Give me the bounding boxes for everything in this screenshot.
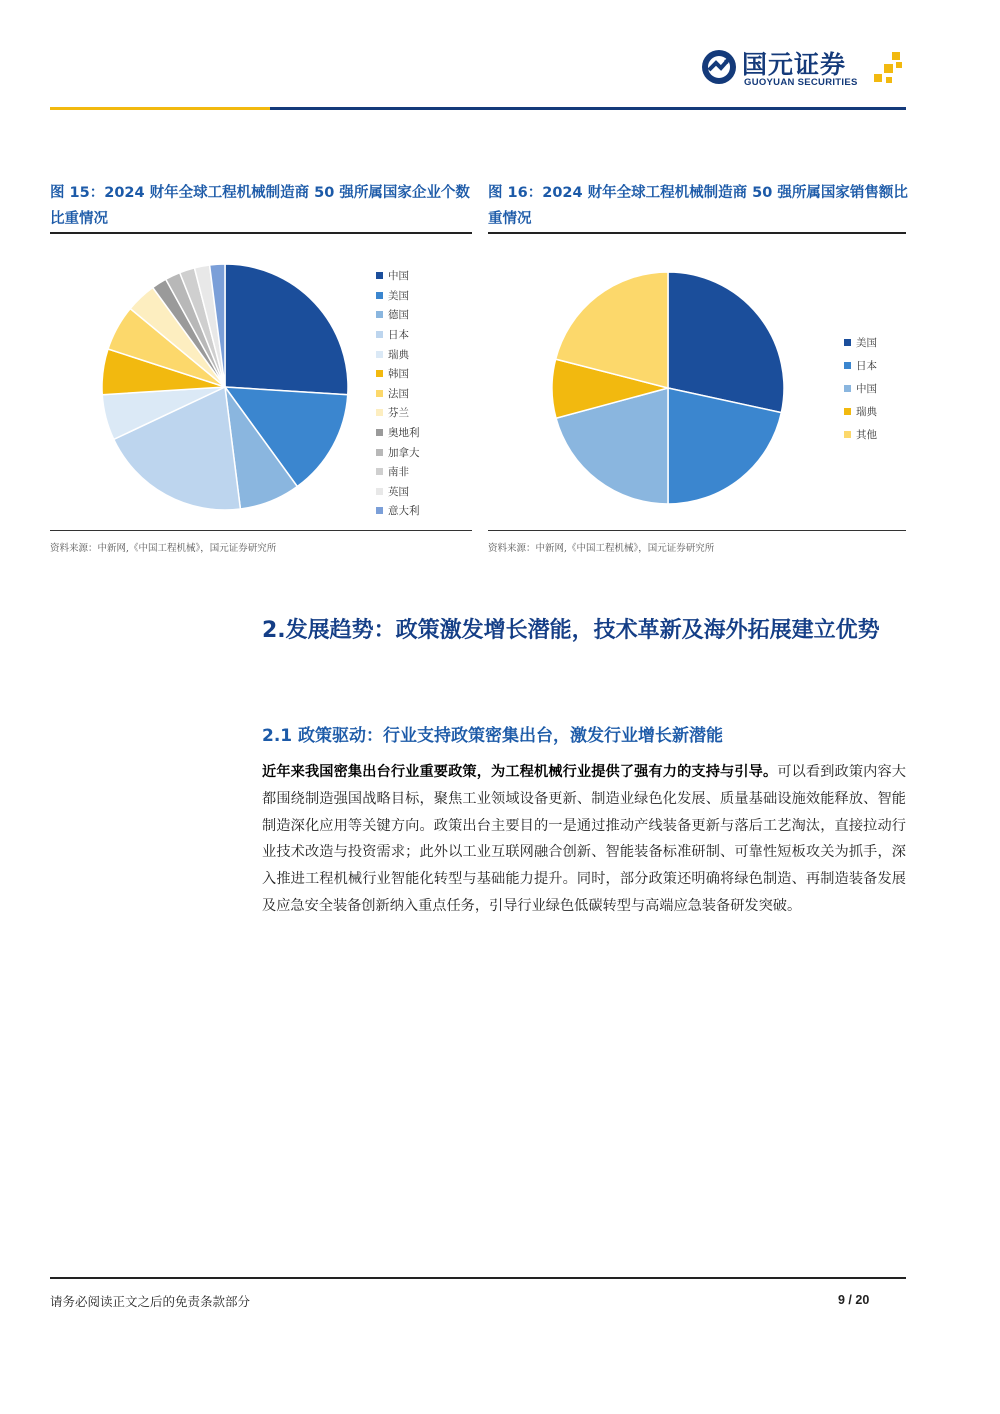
legend-swatch (376, 351, 383, 358)
legend-swatch (376, 370, 383, 377)
legend-label: 南非 (388, 466, 409, 479)
legend-label: 瑞典 (856, 406, 877, 418)
legend-swatch (376, 311, 383, 318)
legend-item (376, 442, 420, 462)
legend-item (376, 501, 420, 521)
legend-label: 英国 (388, 485, 409, 498)
legend-swatch (376, 331, 383, 338)
body-paragraph-text: 可以看到政策内容大都围绕制造强国战略目标，聚焦工业领域设备更新、制造业绿色化发展、质量基础设施效能释放、智能制造深化应用等关键方向。政策出台主要目的一是通过推动产线装备更新与落后工艺淘汰，直接拉动行业技术改造与投资需求；此外以工业互联网融合创新、智能装备标准研制、可靠性短板攻关为抓手，深入推进工程机械行业智能化转型与基础能力提升。同时，部分政策还明确将绿色制造、再制造装备发展及应急安全装备创新纳入重点任务，引导行业绿色低碳转型与高端应急装备研发突破。 (262, 764, 906, 914)
pie-slice-1 (225, 264, 348, 395)
legend-swatch (376, 409, 383, 416)
legend-item (376, 403, 420, 423)
legend-swatch (376, 292, 383, 299)
legend-label: 奥地利 (388, 427, 420, 440)
legend-label: 日本 (388, 329, 409, 342)
footer-rule (50, 1277, 906, 1279)
legend-swatch (844, 385, 851, 392)
subsection-heading: 2.1 政策驱动：行业支持政策密集出台，激发行业增长新潜能 (262, 726, 724, 746)
legend-label: 加拿大 (388, 446, 420, 459)
legend-swatch (376, 272, 383, 279)
figure-16-title: 图 16：2024 财年全球工程机械制造商 50 强所属国家销售额比重情况 (488, 185, 908, 227)
body-paragraph-lead: 近年来我国密集出台行业重要政策，为工程机械行业提供了强有力的支持与引导。 (262, 764, 778, 780)
legend-item (376, 344, 420, 364)
body-paragraph (262, 759, 906, 920)
figure-16-bottom-rule (488, 530, 906, 531)
legend-swatch (376, 390, 383, 397)
legend-item (376, 482, 420, 502)
legend-swatch (844, 339, 851, 346)
legend-item (376, 384, 420, 404)
legend-item (376, 462, 420, 482)
legend-label: 日本 (856, 360, 877, 372)
legend-label: 法国 (388, 387, 409, 400)
legend-item (376, 423, 420, 443)
legend-item (376, 325, 420, 345)
legend-swatch (376, 507, 383, 514)
legend-label: 中国 (856, 383, 877, 395)
legend-label: 中国 (388, 270, 409, 283)
legend-label: 德国 (388, 309, 409, 322)
brand-name-en: GUOYUAN SECURITIES (744, 77, 858, 88)
legend-swatch (376, 429, 383, 436)
figure-15-legend (376, 266, 420, 521)
brand-logo-mark (700, 48, 738, 86)
footer-disclaimer: 请务必阅读正文之后的免责条款部分 (50, 1294, 251, 1309)
legend-label: 韩国 (388, 368, 409, 381)
legend-item (376, 305, 420, 325)
figure-16-pie-chart (550, 270, 786, 506)
brand-name-cn: 国元证券 (742, 50, 847, 79)
figure-16-legend (844, 331, 877, 446)
header-rule-gold (50, 107, 270, 110)
legend-label: 美国 (388, 289, 409, 302)
legend-label: 芬兰 (388, 407, 409, 420)
figure-16-source: 资料来源：中新网,《中国工程机械》，国元证券研究所 (488, 543, 715, 554)
legend-item (376, 266, 420, 286)
legend-swatch (844, 431, 851, 438)
legend-label: 美国 (856, 337, 877, 349)
page-number: 9 / 20 (838, 1293, 870, 1307)
legend-swatch (844, 362, 851, 369)
header-rule-navy (270, 107, 906, 110)
legend-item (844, 400, 877, 423)
figure-15-title-rule (50, 232, 472, 234)
figure-15-bottom-rule (50, 530, 472, 531)
legend-item (844, 331, 877, 354)
legend-label: 意大利 (388, 505, 420, 518)
figure-15-title: 图 15：2024 财年全球工程机械制造商 50 强所属国家企业个数比重情况 (50, 185, 470, 227)
legend-swatch (376, 449, 383, 456)
legend-item (376, 364, 420, 384)
legend-swatch (844, 408, 851, 415)
figure-15-pie-chart (100, 262, 350, 512)
legend-swatch (376, 468, 383, 475)
legend-swatch (376, 488, 383, 495)
figure-16-title-rule (488, 232, 906, 234)
legend-label: 其他 (856, 429, 877, 441)
legend-item (844, 377, 877, 400)
figure-15-source: 资料来源：中新网,《中国工程机械》，国元证券研究所 (50, 543, 277, 554)
legend-item (844, 354, 877, 377)
legend-item (844, 423, 877, 446)
legend-label: 瑞典 (388, 348, 409, 361)
brand-gold-squares-icon (872, 50, 906, 86)
legend-item (376, 286, 420, 306)
section-heading: 2.发展趋势：政策激发增长潜能，技术革新及海外拓展建立优势 (262, 618, 880, 643)
